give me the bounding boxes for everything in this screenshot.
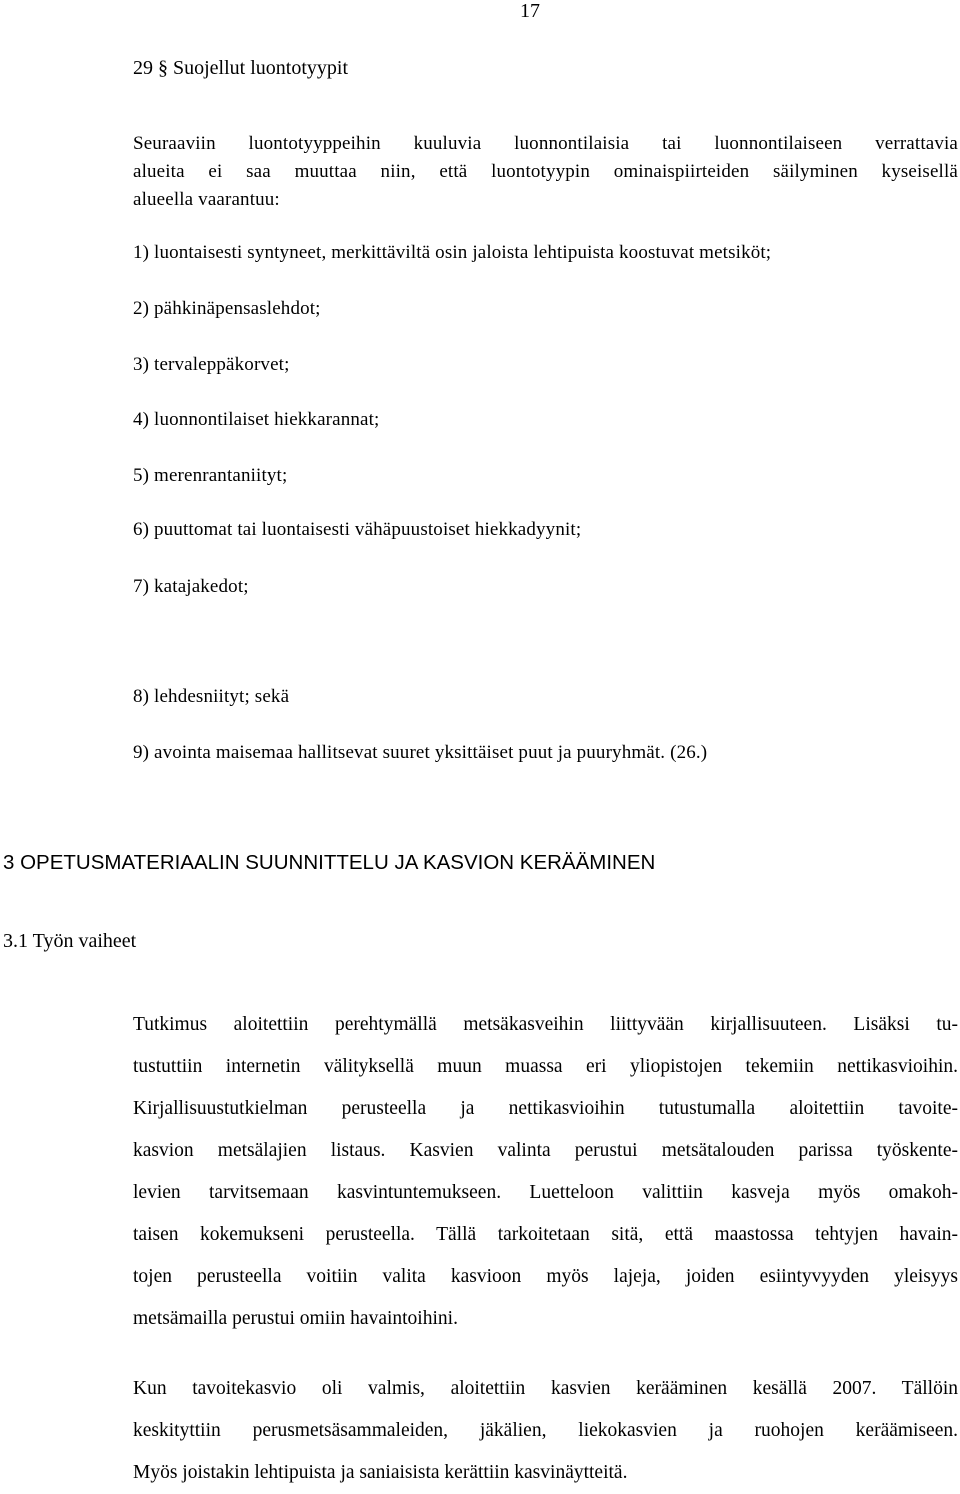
body-paragraph-2 xyxy=(133,1368,958,1494)
page-number: 17 xyxy=(520,0,540,22)
paragraph-line: Myös joistakin lehtipuista ja saniaisista kerättiin kasvinäytteitä. xyxy=(133,1462,628,1483)
list-item: 5) merenrantaniityt; xyxy=(133,465,288,486)
paragraph-line: kasvion metsälajien listaus. Kasvien valinta perustui metsätalouden parissa työskente- xyxy=(133,1140,958,1161)
intro-line: alueita ei saa muuttaa niin, että luontotyypin ominaispiirteiden säilyminen kyseisellä xyxy=(133,161,958,182)
paragraph-line: Kun tavoitekasvio oli valmis, aloitettiin kasvien kerääminen kesällä 2007. Tällöin xyxy=(133,1378,958,1399)
paragraph-line: Tutkimus aloitettiin perehtymällä metsäkasveihin liittyvään kirjallisuuteen. Lisäksi tu- xyxy=(133,1014,958,1035)
list-item: 2) pähkinäpensaslehdot; xyxy=(133,298,321,319)
body-paragraph-1 xyxy=(133,1004,958,1340)
paragraph-line: tustuttiin internetin välityksellä muun muassa eri yliopistojen tekemiin nettikasvioihin. xyxy=(133,1056,958,1077)
sub-heading: 3.1 Työn vaiheet xyxy=(3,930,137,952)
list-item: 8) lehdesniityt; sekä xyxy=(133,686,290,707)
list-item: 6) puuttomat tai luontaisesti vähäpuustoiset hiekkadyynit; xyxy=(133,519,582,540)
list-item: 3) tervaleppäkorvet; xyxy=(133,354,290,375)
list-item: 7) katajakedot; xyxy=(133,576,249,597)
intro-line: alueella vaarantuu: xyxy=(133,189,280,210)
paragraph-line: Kirjallisuustutkielman perusteella ja nettikasvioihin tutustumalla aloitettiin tavoite- xyxy=(133,1098,958,1119)
list-item: 9) avointa maisemaa hallitsevat suuret yksittäiset puut ja puuryhmät. (26.) xyxy=(133,742,708,763)
paragraph-line: taisen kokemukseni perusteella. Tällä tarkoitetaan sitä, että maastossa tehtyjen havain- xyxy=(133,1224,958,1245)
chapter-heading: 3 OPETUSMATERIAALIN SUUNNITTELU JA KASVION KERÄÄMINEN xyxy=(3,851,656,874)
intro-line: Seuraaviin luontotyyppeihin kuuluvia luonnontilaisia tai luonnontilaiseen verrattavia xyxy=(133,133,958,154)
list-item: 1) luontaisesti syntyneet, merkittäviltä osin jaloista lehtipuista koostuvat metsiköt; xyxy=(133,242,772,263)
list-item: 4) luonnontilaiset hiekkarannat; xyxy=(133,409,380,430)
paragraph-line: levien tarvitsemaan kasvintuntemukseen. Luetteloon valittiin kasveja myös omakoh- xyxy=(133,1182,958,1203)
paragraph-line: metsämailla perustui omiin havaintoihini. xyxy=(133,1308,458,1329)
intro-paragraph xyxy=(133,130,958,214)
paragraph-line: keskityttiin perusmetsäsammaleiden, jäkälien, liekokasvien ja ruohojen keräämiseen. xyxy=(133,1420,958,1441)
section-title: 29 § Suojellut luontotyypit xyxy=(133,57,349,79)
paragraph-line: tojen perusteella voitiin valita kasvioon myös lajeja, joiden esiintyvyyden yleisyys xyxy=(133,1266,958,1287)
